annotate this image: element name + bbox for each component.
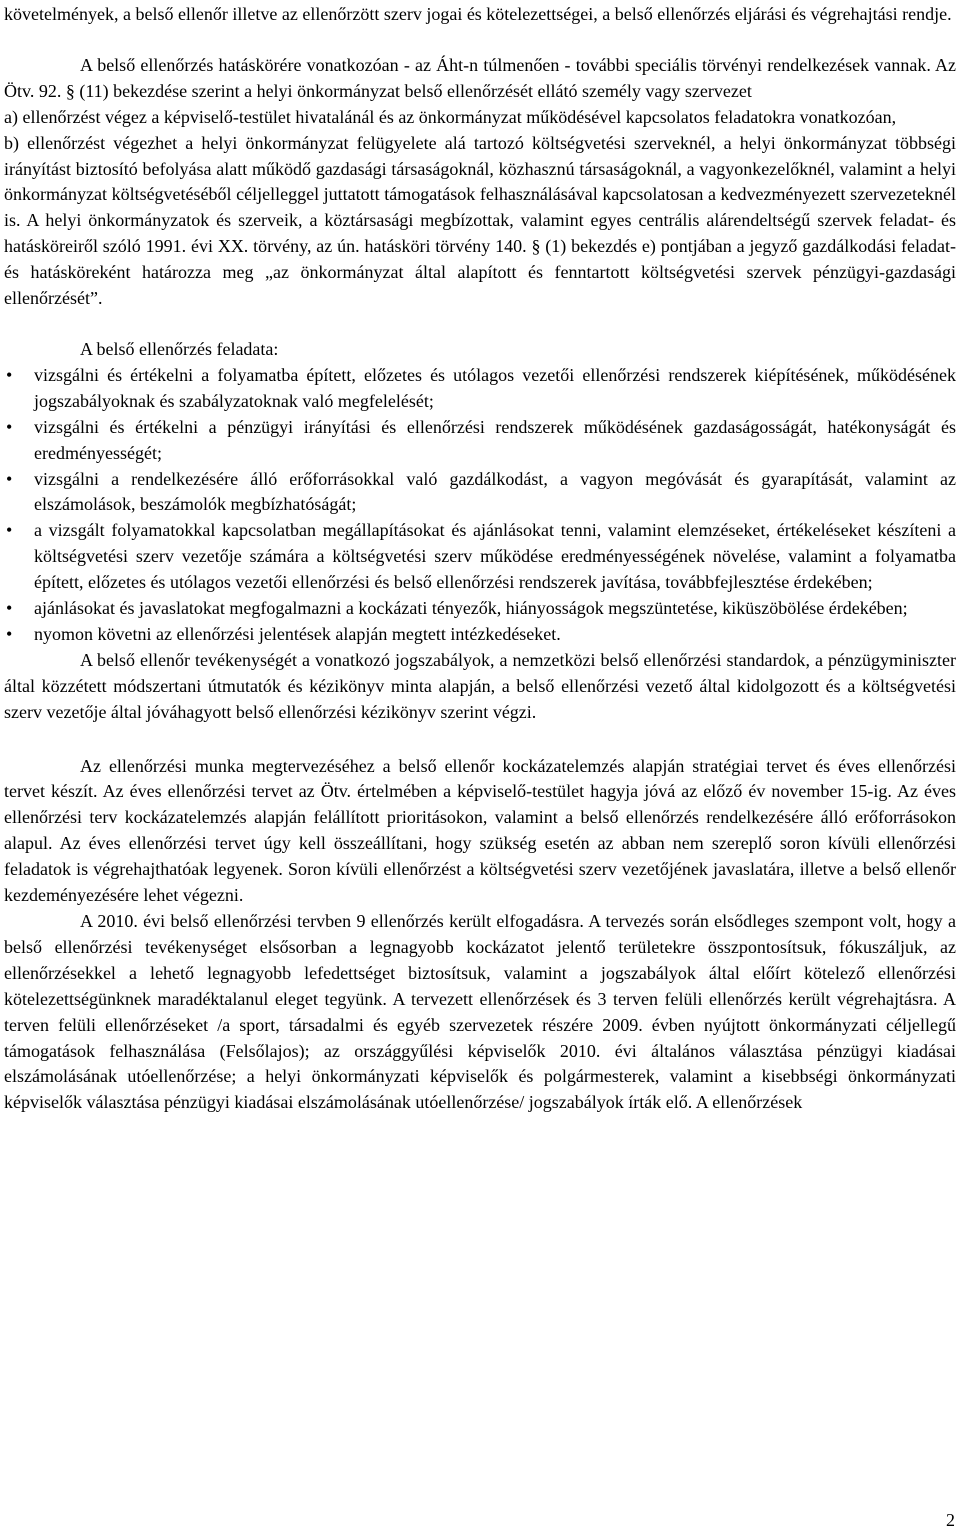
bullet-icon: • xyxy=(6,623,13,644)
paragraph-scope: A belső ellenőrzés hatáskörére vonatkozóan - az Áht-n túlmenően - további speciális törvényi rendelkezések vannak. Az Ötv. 92. § (11) bekezdése szerint a helyi önkormányzat belső ellenőrzését ellátó személy vagy szervezet xyxy=(4,54,956,101)
paragraph-2010-plan: A 2010. évi belső ellenőrzési tervben 9 ellenőrzés került elfogadásra. A tervezés során elsődleges szempont volt, hogy a belső ellenőrzési tevékenységet elsősorban a legnagyobb kockázatot jelentő területekre összpontosítsuk, fókuszáljuk, az ellenőrzésekkel a lehető legnagyobb lefedettséget biztosítsuk, valamint a jogszabályok által előírt kötelező ellenőrzési kötelezettségünknek maradéktalanul eleget tegyünk. A tervezett ellenőrzések és 3 terven felüli ellenőrzés került végrehajtásra. A terven felüli ellenőrzéseket /a sport, társadalmi és egyéb szervezetek részére 2009. évben nyújtott önkormányzati céljellegű támogatások felhasználása (Felsőlajos); az országgyűlési képviselők 2010. évi általános választása pénzügyi kiadásai elszámolásának utóellenőrzése; a helyi önkormányzati képviselők és polgármesterek, valamint a kisebbségi önkormányzati képviselők választása pénzügyi kiadásai elszámolásának utóellenőrzése/ jogszabályok írták elő. A ellenőrzések xyxy=(4,911,956,1113)
paragraph-item-a: a) ellenőrzést végez a képviselő-testület hivatalánál és az önkormányzat működésével kapcsolatos feladatokra vonatkozóan, xyxy=(4,106,897,127)
paragraph-standards: A belső ellenőr tevékenységét a vonatkozó jogszabályok, a nemzetközi belső ellenőrzési standardok, a pénzügyminiszter által közzétett módszertani útmutatók és kézikönyv minta alapján, a belső ellenőrzési vezető által kidolgozott és a költségvetési szerv vezetője által jóváhagyott belső ellenőrzési kézikönyv szerint végzi. xyxy=(4,649,956,722)
paragraph-continuation: követelmények, a belső ellenőr illetve az ellenőrzött szerv jogai és kötelezettségei, a belső ellenőrzés eljárási és végrehajtási rendje. xyxy=(4,4,952,24)
bullet-icon: • xyxy=(6,598,13,619)
bullet-icon: • xyxy=(6,468,13,489)
document-page xyxy=(4,0,956,1116)
bullet-icon: • xyxy=(6,416,13,437)
list-item: • vizsgálni a rendelkezésére álló erőforrásokkal való gazdálkodást, a vagyon megóvását és gyarapítását, valamint az elszámolások, beszámolók megbízhatóságát; xyxy=(6,468,956,515)
list-item: • a vizsgált folyamatokkal kapcsolatban megállapításokat és ajánlásokat tenni, valamint elemzéseket, értékeléseket készíteni a költségvetési szerv vezetője számára a költségvetési szerv működése eredményességének növelése, valamint a folyamatba épített, előzetes és utólagos vezetői ellenőrzési és belső ellenőrzési rendszerek javítása, továbbfejlesztése érdekében; xyxy=(6,520,956,593)
list-item: • vizsgálni és értékelni a folyamatba épített, előzetes és utólagos vezetői ellenőrzési rendszerek kiépítésének, működésének jogszabályoknak és szabályzatoknak való megfelelését; xyxy=(6,364,956,411)
bullet-icon: • xyxy=(6,364,13,385)
list-item: • nyomon követni az ellenőrzési jelentések alapján megtett intézkedéseket. xyxy=(4,622,956,648)
paragraph-item-b: b) ellenőrzést végezhet a helyi önkormányzat felügyelete alá tartozó költségvetési szerveknél, a helyi önkormányzat többségi irányítást biztosító befolyása alatt működő gazdasági társaságoknál, közhasznú társaságoknál, a vagyonkezelőknél, valamint a helyi önkormányzat költségvetéséből céljelleggel juttatott támogatások felhasználásával kapcsolatosan a kedvezményezett szervezeteknél is. A helyi önkormányzatok és szerveik, a köztársasági megbízottak, valamint egyes centrális alárendeltségű szervek feladat- és hatásköreiről szóló 1991. évi XX. törvény, az ún. hatásköri törvény 140. § (1) bekezdés e) pontjában a jegyző gazdálkodási feladat- és hatásköreként határozza meg „az önkormányzat által alapított és fenntartott költségvetési szervek pénzügyi-gazdasági ellenőrzését”. xyxy=(4,132,956,309)
page-number: 2 xyxy=(946,1510,955,1530)
bullet-icon: • xyxy=(6,520,13,541)
section-heading: A belső ellenőrzés feladata: xyxy=(80,338,279,359)
list-item: • ajánlásokat és javaslatokat megfogalmazni a kockázati tényezők, hiányosságok megszüntetése, kiküszöbölése érdekében; xyxy=(4,596,956,622)
paragraph-planning: Az ellenőrzési munka megtervezéséhez a belső ellenőr kockázatelemzés alapján stratégiai tervet és éves ellenőrzési tervet készít. Az éves ellenőrzési tervet az Ötv. értelmében a képviselő-testület hagyja jóvá az előző év november 15-ig. Az éves ellenőrzési terv kockázatelemzés alapján felállított prioritásokon, valamint a belső ellenőrzés rendelkezésére álló erőforrásokon alapul. Az éves ellenőrzési tervet úgy kell összeállítani, hogy szükség esetén az abban nem szereplő soron kívüli ellenőrzési feladatok is végrehajthatóak legyenek. Soron kívüli ellenőrzést a költségvetési szerv vezetőjének javaslatára, illetve a belső ellenőr kezdeményezésére lehet végezni. xyxy=(4,755,956,906)
list-item: • vizsgálni és értékelni a pénzügyi irányítási és ellenőrzési rendszerek működésének gazdaságosságát, hatékonyságát és eredményességét; xyxy=(6,416,956,463)
task-list xyxy=(4,363,956,648)
